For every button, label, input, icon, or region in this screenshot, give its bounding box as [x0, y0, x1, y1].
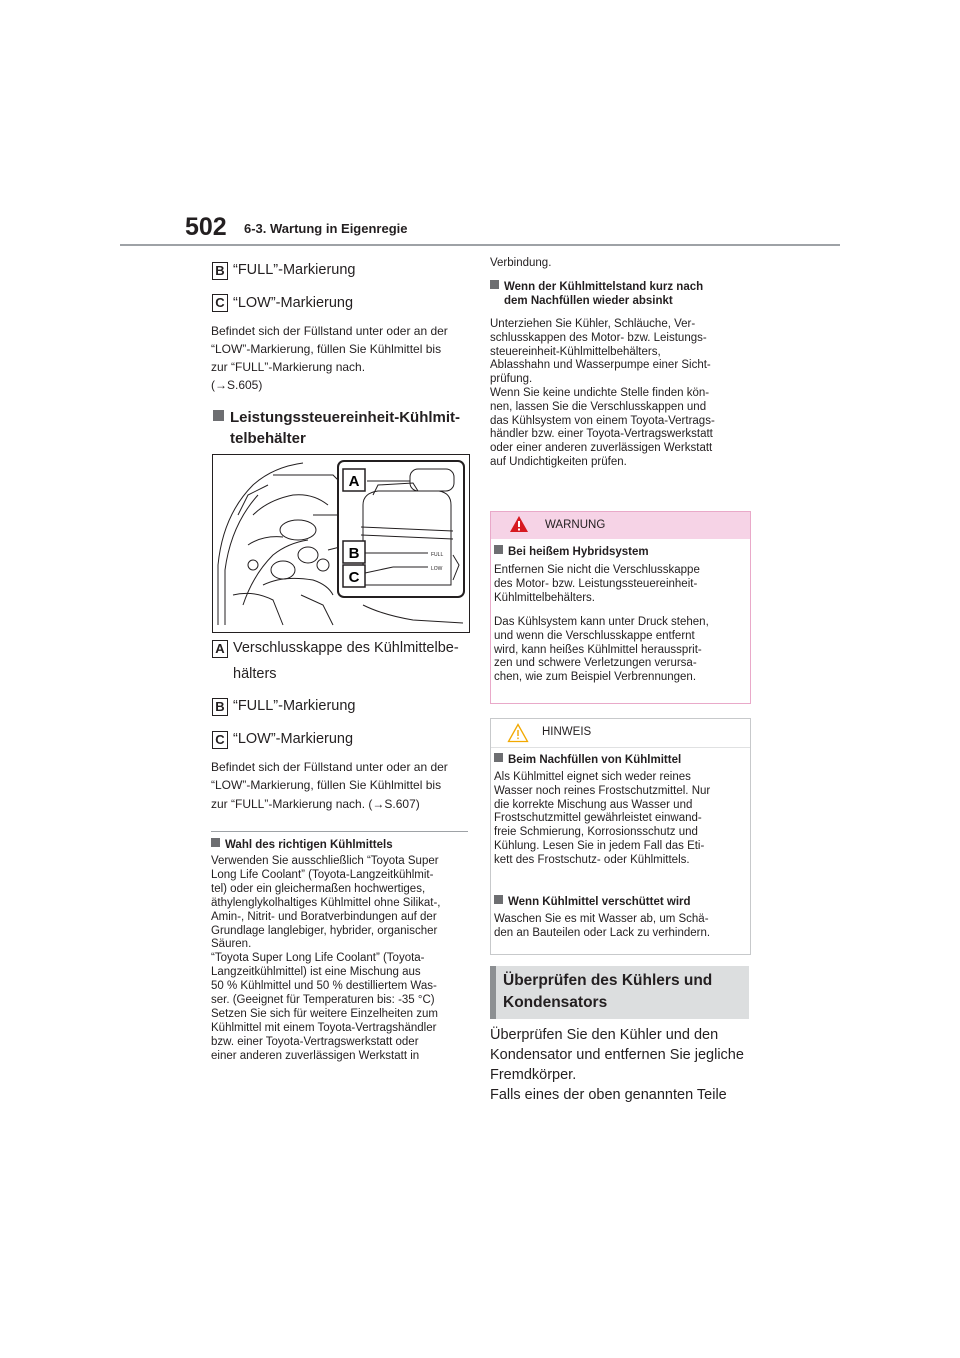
- illus-label-c: C: [348, 569, 360, 586]
- callout-letter-b: B: [212, 698, 228, 716]
- notice-heading-1: Beim Nachfüllen von Kühlmittel: [494, 753, 744, 767]
- subsection-heading: Leistungssteuereinheit-Kühlmit- telbehälter: [213, 407, 473, 449]
- warning-title: WARNUNG: [545, 519, 606, 531]
- bullet-square-icon: [490, 280, 499, 289]
- text-line: nen, lassen Sie die Verschlusskappen und: [490, 400, 707, 413]
- warning-p2: Das Kühlsystem kann unter Druck stehen, und wenn die Verschlusskappe entfernt wird, kann heißes Kühlmittel heraussprit- zen und schwere Verletzungen verursa- chen, wie zum Beispiel Verbrennungen.: [494, 616, 709, 684]
- text-line: einer anderen zuverlässigen Werkstatt in: [211, 1049, 420, 1062]
- text-line: bzw. einer Toyota-Vertragswerkstatt oder: [211, 1035, 419, 1048]
- para2-line: “LOW”-Markierung, füllen Sie Kühlmittel bis: [211, 778, 442, 792]
- note-body: [211, 855, 469, 1064]
- text-line: schlusskappen des Motor- bzw. Leistungs-: [490, 331, 707, 344]
- illus-label-a: A: [348, 473, 360, 490]
- text-line: 50 % Kühlmittel und 50 % destilliertem Was-: [211, 980, 437, 993]
- callout-text-cap: Verschlusskappe des Kühlmittelbe-: [233, 640, 459, 656]
- callout-letter-a: A: [212, 640, 228, 658]
- notice-p1: Als Kühlmittel eignet sich weder reines Wasser noch reines Frostschutzmittel. Nur die korrekte Mischung aus Wasser und Frostschutzmittel gewährleistet einwand- freie Schmierung, Korrosionsschutz und Kühlung. Lesen Sie in jedem Fall das Eti- kett des Frostschutz- oder Kühlmittels.: [494, 771, 711, 866]
- text-line: prüfung.: [490, 373, 533, 386]
- bullet-square-icon: [494, 545, 503, 554]
- text-line: ser. (Geeignet für Temperaturen bis: -35 °C): [211, 994, 435, 1007]
- bullet-square-icon: [211, 838, 220, 847]
- para2-line: Befindet sich der Füllstand unter oder an der: [211, 760, 448, 774]
- callout-letter-c: C: [212, 294, 228, 312]
- text-line: Long Life Coolant” (Toyota-Langzeitkühlmit-: [211, 868, 434, 881]
- callout-text-full: “FULL”-Markierung: [233, 262, 356, 278]
- sub-body: [490, 318, 750, 470]
- text-line: Amin-, Nitrit- und Boratverbindungen auf der: [211, 910, 437, 923]
- page-number: 502: [185, 213, 227, 241]
- text-line: Wenn Sie keine undichte Stelle finden kön-: [490, 386, 710, 399]
- text-line: Unterziehen Sie Kühler, Schläuche, Ver-: [490, 318, 696, 330]
- text-line: äthylenglykolhaltiges Kühlmittel ohne Silikat-,: [211, 896, 441, 909]
- low-tag: LOW: [431, 566, 443, 572]
- header-rule: [120, 244, 840, 246]
- warning-p1: Entfernen Sie nicht die Verschlusskappe des Motor- bzw. Leistungssteuereinheit- Kühlmittelbehälters.: [494, 564, 700, 604]
- text-line: tel) oder ein gleichermaßen hochwertiges,: [211, 882, 426, 895]
- text-line: das Kühlsystem von einem Toyota-Vertrags-: [490, 414, 715, 427]
- bullet-square-icon: [494, 895, 503, 904]
- callout-text-low: “LOW”-Markierung: [233, 731, 354, 747]
- text-line: auf Undichtigkeiten prüfen.: [490, 455, 627, 468]
- callout-text-low: “LOW”-Markierung: [233, 295, 354, 311]
- warning-heading: Bei heißem Hybridsystem: [494, 545, 744, 559]
- warning-triangle-icon: [509, 515, 529, 533]
- notice-heading-2: Wenn Kühlmittel verschüttet wird: [494, 895, 744, 909]
- continued-text: Verbindung.: [490, 257, 552, 269]
- para1-line: zur “FULL”-Markierung nach.: [211, 360, 366, 374]
- bullet-square-icon: [213, 410, 224, 421]
- note-heading: Wahl des richtigen Kühlmittels: [211, 838, 393, 851]
- section-heading: Überprüfen des Kühlers und Kondensators: [503, 972, 713, 1011]
- section-title: 6-3. Wartung in Eigenregie: [244, 221, 408, 236]
- para1-line: (→S.605): [211, 378, 263, 392]
- callout-letter-b: B: [212, 262, 228, 280]
- full-tag: FULL: [431, 552, 444, 558]
- text-line: Ablasshahn und Wasserpumpe einer Sicht-: [490, 359, 711, 372]
- para2-line: zur “FULL”-Markierung nach. (→S.607): [211, 797, 420, 811]
- callout-text-full: “FULL”-Markierung: [233, 698, 356, 714]
- body-text: Überprüfen Sie den Kühler und den Kondensator und entfernen Sie jegliche Fremdkörper. Falls eines der oben genannten Teile: [490, 1027, 744, 1103]
- note-separator: [211, 831, 468, 832]
- engine-bay-illustration: [212, 454, 470, 633]
- notice-title: HINWEIS: [542, 726, 592, 738]
- para1-line: “LOW”-Markierung, füllen Sie Kühlmittel bis: [211, 342, 442, 356]
- text-line: Setzen Sie sich für weitere Einzelheiten zum: [211, 1007, 438, 1020]
- warning-header: [491, 512, 750, 539]
- text-line: Säuren.: [211, 938, 252, 951]
- notice-p2: Waschen Sie es mit Wasser ab, um Schä- den an Bauteilen oder Lack zu verhindern.: [494, 913, 711, 939]
- section-heading-bar: [490, 966, 496, 1019]
- engine-bay-drawing: [213, 455, 469, 632]
- notice-header: [491, 719, 750, 748]
- text-line: Langzeitkühlmittel) ist eine Mischung aus: [211, 966, 421, 979]
- text-line: oder einer anderen zuverlässigen Werkstatt: [490, 442, 713, 455]
- text-line: “Toyota Super Long Life Coolant” (Toyota-: [211, 952, 425, 965]
- illus-label-b: B: [348, 545, 360, 562]
- text-line: Kühlmittel mit einem Toyota-Vertragshändler: [211, 1021, 437, 1034]
- callout-letter-c: C: [212, 731, 228, 749]
- text-line: Grundlage langlebiger, hybrider, organischer: [211, 924, 438, 937]
- para1-line: Befindet sich der Füllstand unter oder an der: [211, 324, 448, 338]
- text-line: Verwenden Sie ausschließlich “Toyota Super: [211, 855, 439, 867]
- notice-triangle-icon: [507, 723, 529, 743]
- sub-heading: Wenn der Kühlmittelstand kurz nach dem Nachfüllen wieder absinkt: [490, 280, 750, 308]
- bullet-square-icon: [494, 753, 503, 762]
- text-line: händler bzw. einer Toyota-Vertragswerkstatt: [490, 428, 713, 441]
- text-line: steuereinheit-Kühlmittelbehälters,: [490, 345, 661, 358]
- callout-text-cap-cont: hälters: [233, 666, 277, 682]
